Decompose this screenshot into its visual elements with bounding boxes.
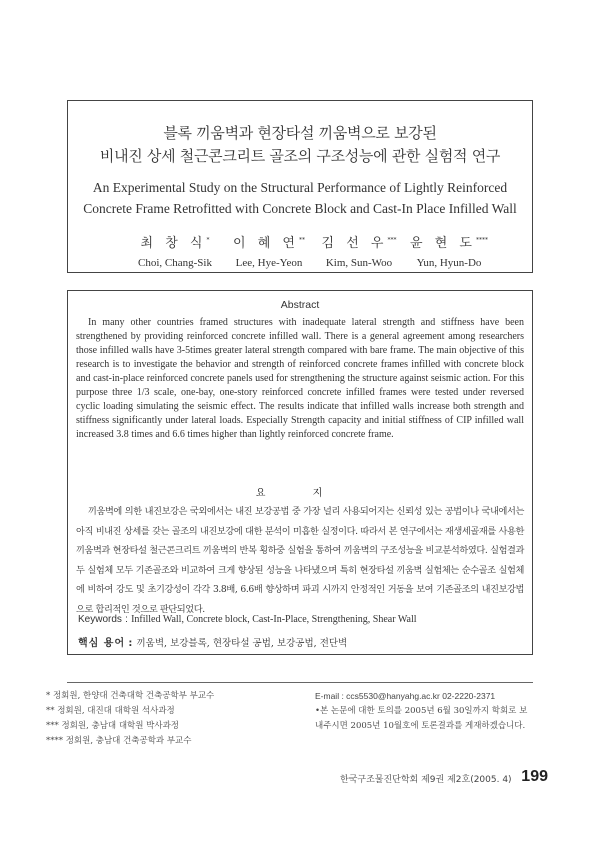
abstract-box xyxy=(67,290,533,655)
author-4-english-name: Yun, Hyun-Do xyxy=(416,257,482,269)
author-4-mark: **** xyxy=(475,236,488,244)
contact-email: E-mail : ccs5530@hanyahg.ac.kr 02-2220-2371 xyxy=(315,691,496,701)
author-2-korean-name: 이 혜 연 xyxy=(233,236,299,251)
author-2-mark: ** xyxy=(298,236,305,244)
korean-keywords-line xyxy=(78,634,528,649)
korean-keywords-label: 핵심 용어 xyxy=(78,638,126,649)
korean-title-line-2: 비내진 상세 철근콘크리트 골조의 구조성능에 관한 실험적 연구 xyxy=(99,147,501,165)
english-title-line-2: Concrete Frame Retrofitted with Concrete Block and Cast-In Place Infilled Wall xyxy=(83,201,517,216)
author-1-english-name: Choi, Chang-Sik xyxy=(138,257,212,269)
english-title-line-1: An Experimental Study on the Structural Performance of Lightly Reinforced xyxy=(92,180,508,195)
author-affiliations xyxy=(46,689,286,749)
author-3-english-name: Kim, Sun-Woo xyxy=(325,257,393,269)
author-3-korean-name: 김 선 우 xyxy=(321,236,388,251)
title-box xyxy=(67,100,533,273)
korean-keywords-separator: : xyxy=(128,638,134,649)
author-3-mark: *** xyxy=(387,236,397,244)
korean-summary-text: 끼움벽에 의한 내진보강은 국외에서는 내진 보강공법 중 가장 널리 사용되어지는 신뢰성 있는 공법이나 국내에서는 아직 비내진 상세를 갖는 골조의 내진보강에 대한 분석이 미흡한 실정이다. 따라서 본 연구에서는 재생세골재를 사용한 끼움벽과 현장타설 철근콘크리트 끼움벽의 반복 횡하중 실험을 통하여 끼움벽의 구조성능을 비교분석하였다. 실험결과 두 실험체 모두 기존골조와 비교하여 크게 향상된 성능을 나타냈으며 특히 현장타설 끼움벽 실험체는 순수골조 실험체에 비하여 강도 및 초기강성이 각각 3.8배, 6.6배 향상하며 파괴 시까지 안정적인 거동을 보여 기존골조의 내진보강법으로 합리적인 것으로 판단되었다. xyxy=(76,506,524,615)
affiliation-2: ** 정회원, 대진대 대학원 석사과정 xyxy=(46,706,175,716)
abstract-heading: Abstract xyxy=(280,299,320,311)
author-2-english-name: Lee, Hye-Yeon xyxy=(235,257,303,269)
korean-summary-heading: 요 지 xyxy=(255,488,345,499)
footnote-divider xyxy=(67,682,533,683)
affiliation-1: * 정회원, 한양대 건축대학 건축공학부 부교수 xyxy=(46,691,215,701)
page-footer xyxy=(340,768,548,788)
keywords-value: Infilled Wall, Concrete block, Cast-In-Place, Strengthening, Shear Wall xyxy=(131,614,417,625)
keywords-line xyxy=(78,614,528,625)
affiliation-3: *** 정회원, 충남대 대학원 박사과정 xyxy=(46,721,180,731)
author-1-korean-name: 최 창 식 xyxy=(140,236,207,251)
author-4 xyxy=(394,232,504,269)
abstract-text: In many other countries framed structures with inadequate lateral strength and stiffness have been strengthened by providing reinforced concrete infilled wall. There is a general agreement among researchers those infilled walls have 3-5times greater lateral strength compared with bare frame. The main objective of this research is to investigate the behavior and strength of reinforced concrete frames infilled with concrete block and cast-in-place reinforced concrete panels used for strengthening the structure against seismic action. For this purpose three 1/3 scale, one-bay, one-story reinforced concrete infilled frames were tested under reversed cyclic loading simulating the seismic effect. The results indicate that infilled walls increase both strength and stiffness significantly under lateral loads. Especially Strength capacity and initial stiffness of CIP infilled wall increased 3.8 times and 6.6 times higher than lightly reinforced concrete frame. xyxy=(76,317,524,440)
author-1-mark: * xyxy=(206,236,210,244)
journal-info: 한국구조물진단학회 제9권 제2호(2005. 4) xyxy=(340,775,512,785)
page-number: 199 xyxy=(521,768,548,785)
keywords-separator: : xyxy=(125,614,128,625)
keywords-label: Keywords xyxy=(78,614,122,625)
discussion-note: •본 논문에 대한 토의를 2005년 6월 30일까지 학회로 보내주시면 2005년 10월호에 토론결과를 게재하겠습니다. xyxy=(315,706,528,731)
contact-notes xyxy=(315,689,535,734)
author-4-korean-name: 윤 현 도 xyxy=(410,236,476,251)
affiliation-4: **** 정회원, 충남대 건축공학과 부교수 xyxy=(46,736,192,746)
korean-title-line-1: 블록 끼움벽과 현장타설 끼움벽으로 보강된 xyxy=(163,124,437,142)
korean-keywords-value: 끼움벽, 보강블록, 현장타설 공법, 보강공법, 전단벽 xyxy=(136,638,348,649)
